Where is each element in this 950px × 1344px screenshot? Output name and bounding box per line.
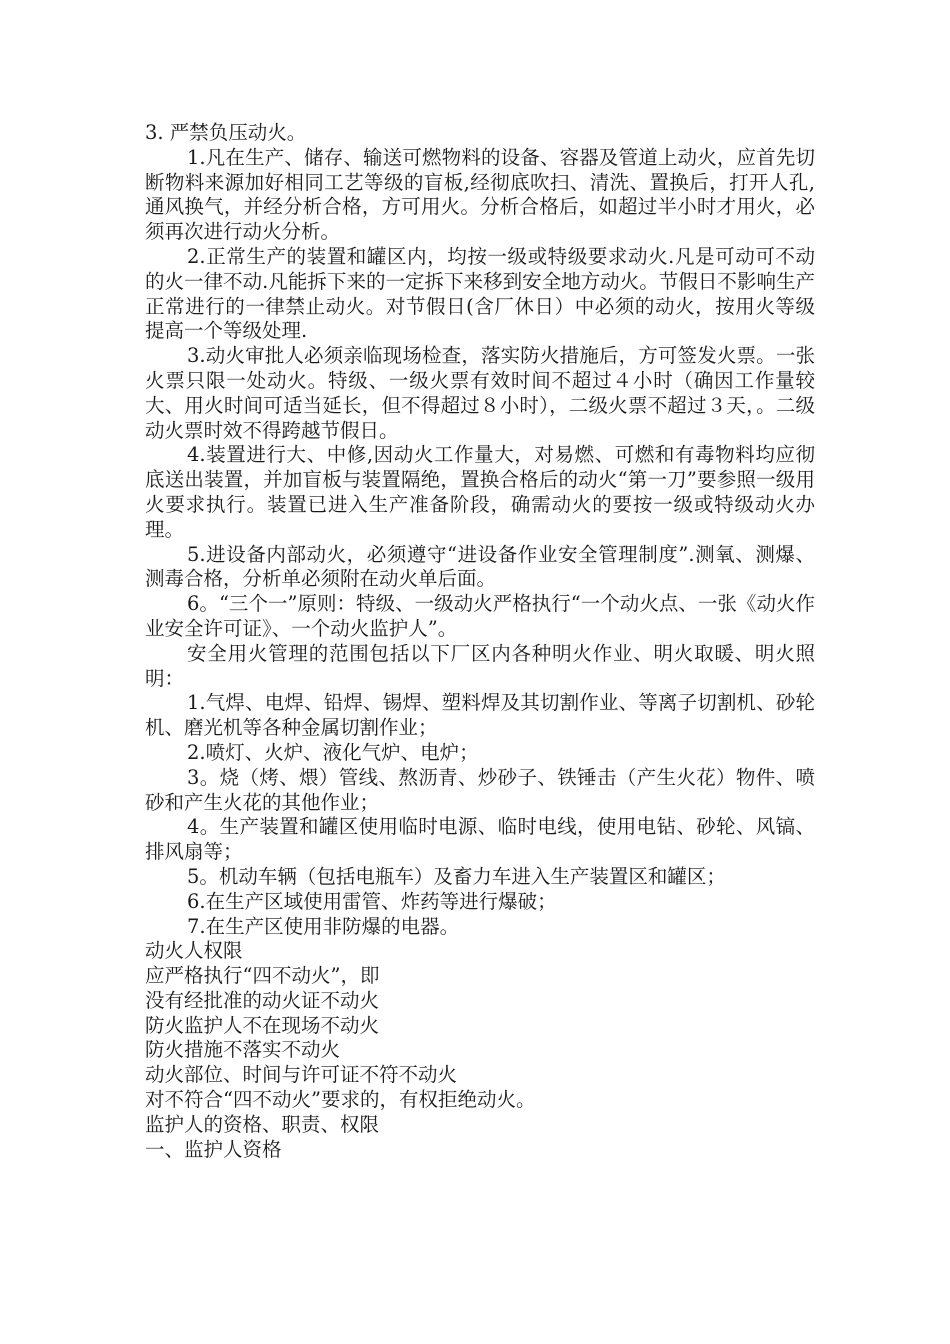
paragraph-rule-4: 4.装置进行大、中修,因动火工作量大，对易燃、可燃和有毒物料均应彻底送出装置，并加盲板与装置隔绝，置换合格后的动火“第一刀”要参照一级用火要求执行。装置已进入生产准备阶段，确需动火的要按一级或特级动火办理。 bbox=[145, 443, 815, 541]
guardian-subheading: 一、监护人资格 bbox=[145, 1137, 282, 1161]
document-body bbox=[145, 121, 815, 1162]
paragraph-rule-6: 6。“三个一”原则：特级、一级动火严格执行“一个动火点、一张《动火作业安全许可证》、一个动火监护人”。 bbox=[145, 592, 815, 640]
permission-line: 动火部位、时间与许可证不符不动火 bbox=[145, 1063, 458, 1087]
scope-item-3: 3。烧（烤、煨）管线、熬沥青、炒砂子、铁锤击（产生火花）物件、喷砂和产生火花的其他作业； bbox=[145, 765, 815, 814]
paragraph-rule-5: 5.进设备内部动火，必须遵守“进设备作业安全管理制度”.测氧、测爆、测毒合格，分析单必须附在动火单后面。 bbox=[145, 542, 815, 591]
permission-line: 防火措施不落实不动火 bbox=[145, 1038, 341, 1062]
paragraph-rule-2: 2.正常生产的装置和罐区内，均按一级或特级要求动火.凡是可动可不动的火一律不动.凡能拆下来的一定拆下来移到安全地方动火。节假日不影响生产正常进行的一律禁止动火。对节假日(含厂休日）中必须的动火，按用火等级提高一个等级处理. bbox=[145, 244, 815, 343]
permission-line: 对不符合“四不动火”要求的，有权拒绝动火。 bbox=[145, 1088, 536, 1112]
scope-item-5: 5。机动车辆（包括电瓶车）及畜力车进入生产装置区和罐区； bbox=[187, 864, 726, 888]
scope-item-7: 7.在生产区使用非防爆的电器。 bbox=[187, 914, 460, 938]
permission-line: 应严格执行“四不动火”，即 bbox=[145, 964, 380, 988]
scope-item-4: 4。生产装置和罐区使用临时电源、临时电线，使用电钻、砂轮、风镐、排风扇等； bbox=[145, 815, 815, 864]
paragraph-rule-3: 3.动火审批人必须亲临现场检查，落实防火措施后，方可签发火票。一张火票只限一处动火。特级、一级火票有效时间不超过４小时（确因工作量较大、用火时间可适当延长，但不得超过８小时），二级火票不超过３天，。二级动火票时效不得跨越节假日。 bbox=[145, 344, 815, 442]
scope-item-1: 1.气焊、电焊、铅焊、锡焊、塑料焊及其切割作业、等离子切割机、砂轮机、磨光机等各种金属切割作业； bbox=[145, 691, 815, 740]
permission-line: 没有经批准的动火证不动火 bbox=[145, 988, 380, 1012]
paragraph-rule-1: 1.凡在生产、储存、输送可燃物料的设备、容器及管道上动火，应首先切断物料来源加好相同工艺等级的盲板,经彻底吹扫、清洗、置换后，打开人孔,通风换气，并经分析合格，方可用火。分析合格后，如超过半小时才用火，必须再次进行动火分析。 bbox=[145, 145, 815, 244]
section-heading-permissions: 动火人权限 bbox=[145, 939, 243, 963]
scope-item-2: 2.喷灯、火炉、液化气炉、电炉； bbox=[187, 740, 479, 764]
paragraph-scope-intro: 安全用火管理的范围包括以下厂区内各种明火作业、明火取暖、明火照明： bbox=[145, 641, 815, 690]
section-heading-guardian: 监护人的资格、职责、权限 bbox=[145, 1112, 380, 1136]
section-heading: 3. 严禁负压动火。 bbox=[145, 121, 307, 144]
scope-item-6: 6.在生产区域使用雷管、炸药等进行爆破； bbox=[187, 889, 557, 913]
permission-line: 防火监护人不在现场不动火 bbox=[145, 1013, 380, 1037]
